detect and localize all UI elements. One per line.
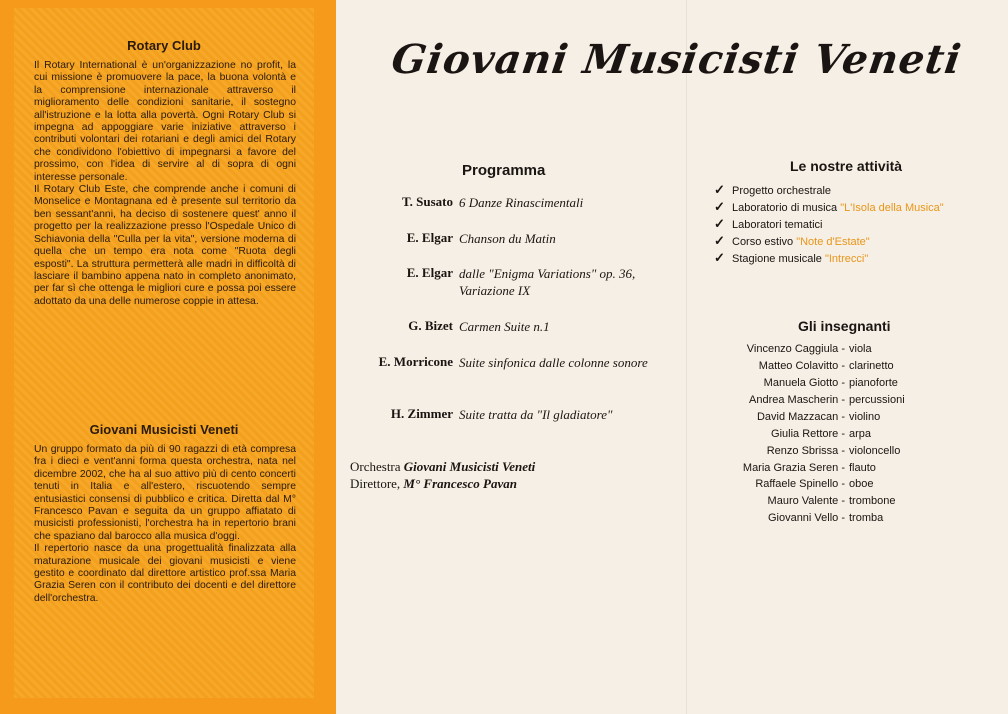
check-icon: ✓: [714, 233, 725, 248]
activity-text: Laboratori tematici: [732, 219, 823, 231]
program-composer: E. Morricone: [378, 354, 453, 369]
teacher-name: Manuela Giotto -: [763, 377, 845, 389]
teacher-name: Raffaele Spinello -: [755, 478, 845, 490]
director-name: M° Francesco Pavan: [403, 476, 517, 491]
program-composer: E. Elgar: [406, 230, 453, 245]
left-orange-panel: [0, 0, 336, 714]
teacher-name: Maria Grazia Seren -: [742, 462, 845, 474]
rotary-paragraph-2: Il Rotary Club Este, che comprende anche i comuni di Monselice e Montagnana ed è presente sul territorio da ben sessant'anni, ha deciso di sostenere quest' anno il progetto per la realizzazione presso l'Ospedale Unico di Schiavonia della "Culla per la vita", versione moderna di quella che un tempo era nota come "Ruota degli esposti". La struttura permetterà alle madri in difficoltà di lasciare il bambino appena nato in completo anonimato, per far sì che ottenga le migliori cure e possa poi essere adottato da una delle numerose coppie in attesa.: [34, 184, 296, 307]
teacher-instrument: percussioni: [849, 394, 905, 406]
orchestra-name: Giovani Musicisti Veneti: [403, 459, 536, 474]
orchestra-prefix: Orchestra: [350, 459, 401, 474]
activity-item: [714, 199, 944, 215]
programma-title: Programma: [462, 162, 546, 179]
check-icon: ✓: [714, 199, 725, 214]
program-composer: G. Bizet: [408, 318, 453, 333]
teacher-instrument: pianoforte: [849, 377, 898, 389]
director-prefix: Direttore,: [350, 476, 401, 491]
program-composer: E. Elgar: [406, 265, 453, 280]
activity-text: Stagione musicale: [732, 253, 822, 265]
teacher-instrument: arpa: [849, 428, 872, 440]
gmv-heading: Giovani Musicisti Veneti: [89, 422, 239, 437]
activity-highlight: "Intrecci": [824, 253, 869, 265]
gmv-text: [34, 444, 296, 605]
program-work: dalle "Enigma Variations" op. 36, Variazione IX: [459, 266, 636, 298]
teacher-name: Renzo Sbrissa -: [766, 445, 845, 457]
check-icon: ✓: [714, 250, 725, 265]
director-line: [350, 475, 535, 492]
teacher-instrument: trombone: [849, 495, 896, 507]
orchestra-line: [350, 458, 535, 475]
gmv-paragraph-1: Un gruppo formato da più di 90 ragazzi di età compresa fra i dieci e vent'anni forma questa orchestra, nata nel dicembre 2002, che ha al suo attivo più di cento concerti tenuti in Italia e all'estero, riscuotendo sempre entusiastici consensi di pubblico e critica. Diretta dal M° Francesco Pavan e seguita da un gruppo affiatato di musicisti professionisti, l'orchestra ha in repertorio brani che spaziano dal barocco alla musica d'oggi.: [34, 444, 296, 542]
teacher-name: Matteo Colavitto -: [758, 360, 845, 372]
activity-item: [714, 216, 823, 232]
program-composer: T. Susato: [401, 194, 453, 209]
program-work: 6 Danze Rinascimentali: [459, 195, 584, 210]
activity-highlight: "Note d'Estate": [796, 236, 870, 248]
program-work: Suite sinfonica dalle colonne sonore: [459, 355, 648, 370]
left-panel-inner: [14, 8, 314, 698]
activity-item: [714, 233, 870, 249]
teacher-name: David Mazzacan -: [756, 411, 845, 423]
activity-text: Laboratorio di musica: [732, 202, 838, 214]
activity-highlight: "L'Isola della Musica": [840, 202, 944, 214]
teacher-instrument: violoncello: [849, 445, 901, 457]
activity-text: Progetto orchestrale: [732, 185, 832, 197]
program-work: Chanson du Matin: [459, 231, 556, 246]
main-title: Giovani Musicisti Veneti: [388, 36, 965, 83]
teacher-instrument: violino: [849, 411, 881, 423]
teacher-name: Vincenzo Caggiula -: [746, 343, 845, 355]
activity-text: Corso estivo: [732, 236, 794, 248]
program-composer: H. Zimmer: [390, 406, 453, 421]
teacher-name: Andrea Mascherin -: [749, 394, 845, 406]
teacher-name: Giovanni Vello -: [767, 512, 845, 524]
activity-item: [714, 250, 868, 266]
rotary-club-heading: Rotary Club: [127, 38, 201, 53]
teacher-name: Giulia Rettore -: [771, 428, 845, 440]
check-icon: ✓: [714, 182, 725, 197]
activity-item: [714, 182, 831, 198]
teacher-instrument: tromba: [849, 512, 884, 524]
orchestra-credits: [350, 458, 535, 492]
rotary-paragraph-1: Il Rotary International è un'organizzazione no profit, la cui missione è promuovere la pace, la buona volontà e la comprensione internazionale attraverso il miglioramento delle condizioni sanitarie, il sostegno all'istruzione e la lotta alla povertà. Ogni Rotary Club si impegna ad appoggiare varie iniziative attraverso i contributi volontari dei rotariani e degli amici del Rotary che condividono l'obiettivo di impegnarsi a favore del prossimo, con l'idea di servire al di sopra di ogni interesse personale.: [34, 60, 296, 183]
teacher-instrument: viola: [849, 343, 872, 355]
page-fold: [686, 0, 687, 714]
teacher-instrument: oboe: [849, 478, 874, 490]
attivita-title: Le nostre attività: [790, 158, 903, 174]
teacher-instrument: clarinetto: [849, 360, 894, 372]
insegnanti-title: Gli insegnanti: [798, 318, 891, 334]
program-work: Suite tratta da "Il gladiatore": [459, 407, 613, 422]
rotary-club-text: [34, 60, 296, 308]
gmv-paragraph-2: Il repertorio nasce da una progettualità finalizzata alla maturazione musicale dei giovani musicisti e viene gestito e coordinato dal direttore artistico prof.ssa Maria Grazia Seren con il contributo dei docenti e del direttore dell'orchestra.: [34, 543, 296, 604]
teacher-name: Mauro Valente -: [767, 495, 845, 507]
check-icon: ✓: [714, 216, 725, 231]
program-work: Carmen Suite n.1: [459, 319, 550, 334]
teacher-instrument: flauto: [849, 462, 876, 474]
